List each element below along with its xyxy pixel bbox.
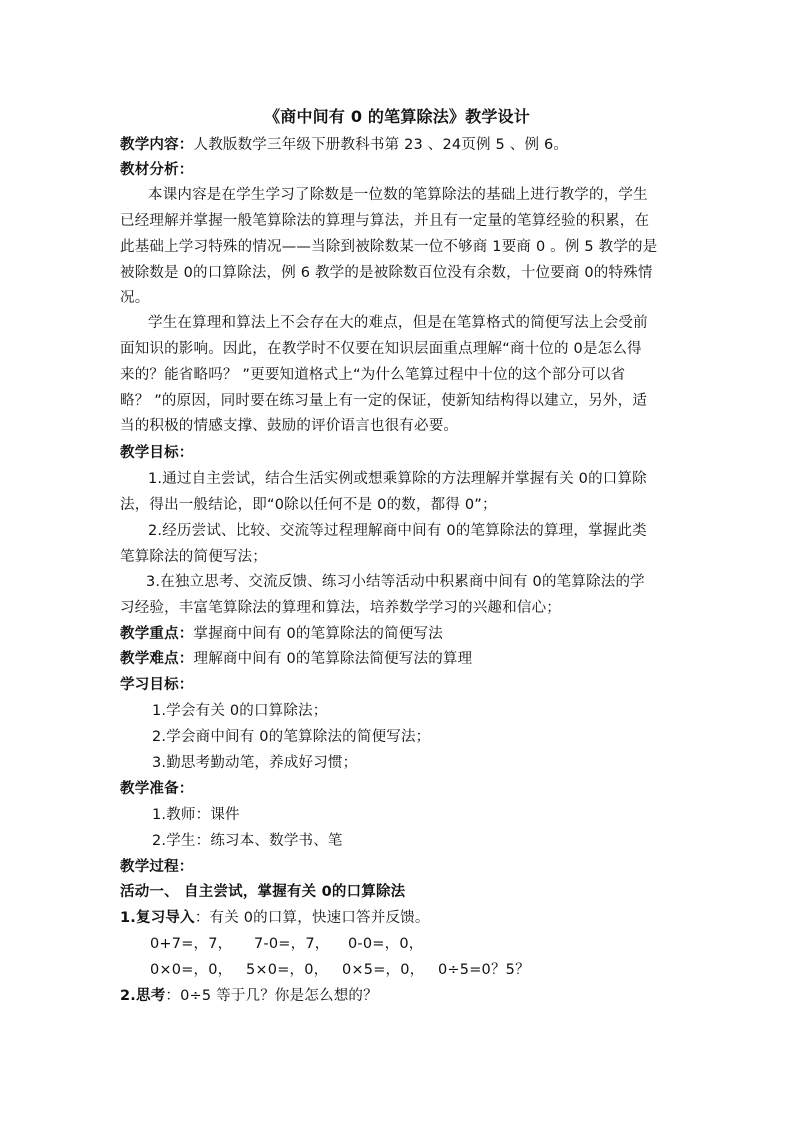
analysis-p2-line: 当的积极的情感支撑、鼓励的评价语言也很有必要。 [120, 418, 459, 434]
prep-item: 2.学生：练习本、数学书、笔 [152, 833, 343, 849]
prep-label: 教学准备： [120, 781, 194, 797]
calc-item: 0×0=，0， [150, 962, 233, 978]
review-label: 1.复习导入 [120, 910, 195, 926]
content-label: 教学内容： [120, 137, 194, 153]
calc-item: 0÷5=0？5？ [438, 962, 530, 978]
think-line [120, 983, 700, 1009]
learning-goal-item: 1.学会有关 0的口算除法； [152, 703, 328, 719]
difficulty-label: 教学难点： [120, 651, 194, 667]
prep-item: 1.教师：课件 [152, 807, 240, 823]
calc-row-1 [150, 931, 730, 957]
analysis-p2-line: 面知识的影响。因此，在教学时不仅要在知识层面重点理解“商十位的 0是怎么得 [120, 341, 642, 357]
analysis-p1-line: 本课内容是在学生学习了除数是一位数的笔算除法的基础上进行教学的，学生 [148, 187, 648, 203]
review-line [120, 905, 700, 931]
goal-2-line: 2.经历尝试、比较、交流等过程理解商中间有 0的笔算除法的算理，掌握此类 [148, 523, 647, 539]
analysis-label: 教材分析： [120, 162, 194, 178]
key-point-line [120, 621, 700, 647]
key-point-text: 掌握商中间有 0的笔算除法的简便写法 [193, 626, 443, 642]
analysis-p1-line: 被除数是 0的口算除法，例 6 教学的是被除数百位没有余数，十位要商 0的特殊情 [120, 265, 653, 281]
calc-item: 7-0=，7， [254, 936, 330, 952]
goal-1-line: 法，得出一般结论，即“0除以任何不是 0的数，都得 0”； [120, 497, 497, 513]
goal-3-line: 3.在独立思考、交流反馈、练习小结等活动中积累商中间有 0的笔算除法的学 [146, 574, 645, 590]
process-label: 教学过程： [120, 859, 194, 875]
think-label: 2.思考 [120, 988, 166, 1004]
calc-item: 0-0=，0， [348, 936, 424, 952]
difficulty-line [120, 646, 700, 672]
calc-item: 5×0=，0， [246, 962, 329, 978]
analysis-p1-line: 此基础上学习特殊的情况——当除到被除数某一位不够商 1要商 0 。例 5 教学的是 [120, 239, 658, 255]
analysis-p2-line: 略？ ”的原因，同时要在练习量上有一定的保证，使新知结构得以建立，另外，适 [120, 393, 648, 409]
key-point-label: 教学重点： [120, 626, 194, 642]
learning-goals-label: 学习目标： [120, 677, 194, 693]
content-line [120, 132, 700, 158]
goals-label: 教学目标： [120, 445, 194, 461]
document-title: 《商中间有 0 的笔算除法》教学设计 [264, 107, 530, 126]
calc-item: 0+7=，7， [150, 936, 233, 952]
content-text: 人教版数学三年级下册教科书第 23 、24页例 5 、例 6。 [193, 137, 569, 153]
goal-1-line: 1.通过自主尝试，结合生活实例或想乘算除的方法理解并掌握有关 0的口算除 [148, 471, 647, 487]
goal-3-line: 习经验，丰富笔算除法的算理和算法，培养数学学习的兴趣和信心； [120, 600, 561, 616]
goal-2-line: 笔算除法的简便写法； [120, 549, 267, 565]
analysis-p1-line: 况。 [120, 290, 150, 306]
review-text: ：有关 0的口算，快速口答并反馈。 [194, 910, 430, 926]
learning-goal-item: 3.勤思考勤动笔，养成好习惯； [152, 755, 358, 771]
calc-row-2 [150, 957, 730, 983]
analysis-p2-line: 来的？能省略吗？ ”更要知道格式上“为什么笔算过程中十位的这个部分可以省 [120, 367, 626, 383]
activity-heading: 活动一、 自主尝试，掌握有关 0的口算除法 [120, 884, 406, 900]
calc-item: 0×5=，0， [342, 962, 425, 978]
analysis-p1-line: 已经理解并掌握一般笔算除法的算理与算法，并且有一定量的笔算经验的积累，在 [120, 213, 650, 229]
difficulty-text: 理解商中间有 0的笔算除法简便写法的算理 [193, 651, 473, 667]
learning-goal-item: 2.学会商中间有 0的笔算除法的简便写法； [152, 729, 431, 745]
think-text: ：0÷5 等于几？你是怎么想的？ [165, 988, 378, 1004]
analysis-p2-line: 学生在算理和算法上不会存在大的难点，但是在笔算格式的简便写法上会受前 [148, 315, 648, 331]
